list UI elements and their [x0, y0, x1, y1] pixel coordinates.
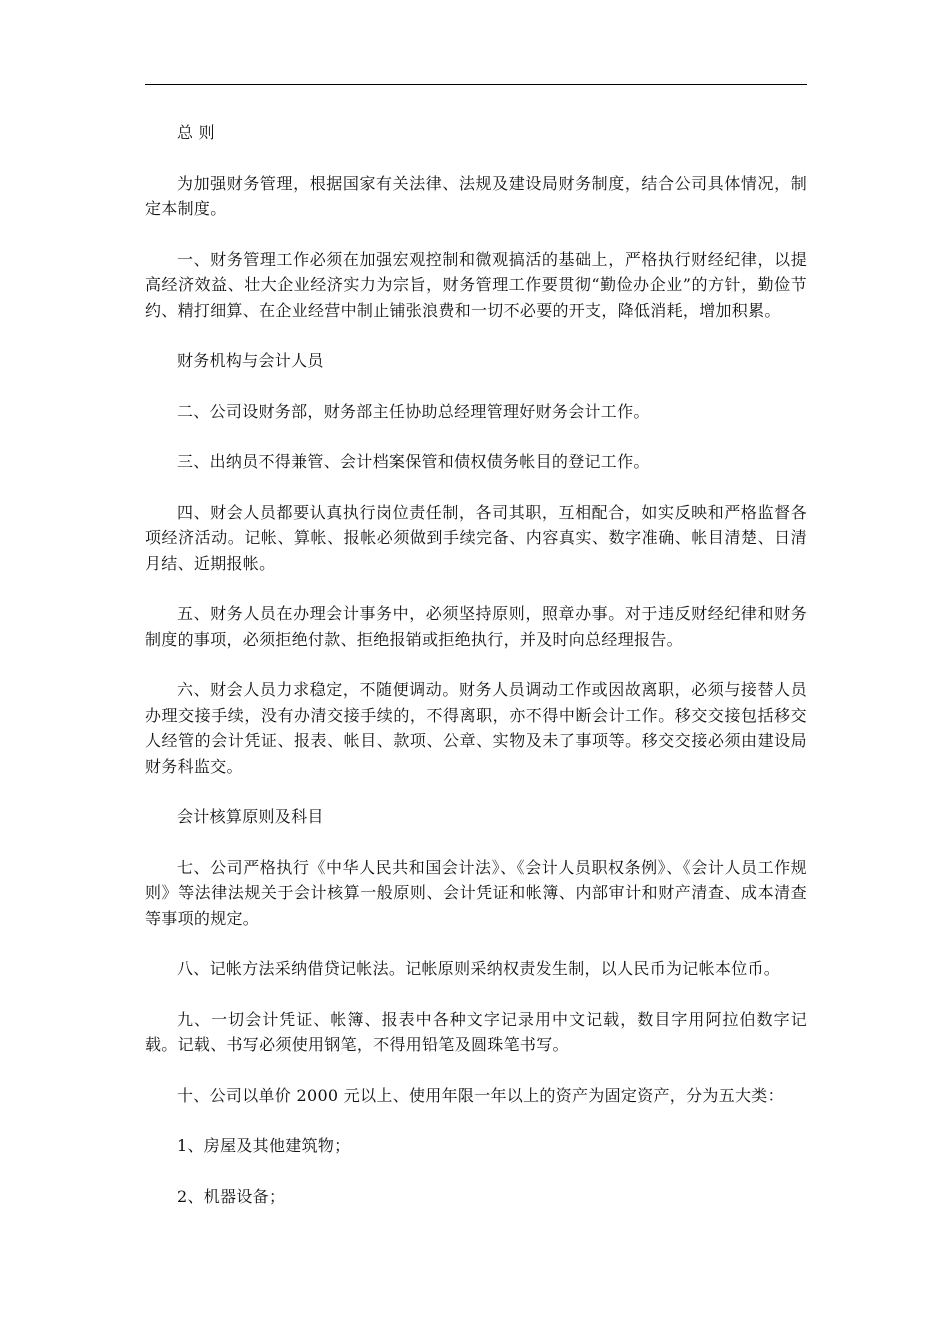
paragraph-article-2: 二、公司设财务部，财务部主任协助总经理管理好财务会计工作。: [177, 401, 650, 421]
section-heading-accounting: 会计核算原则及科目: [177, 807, 324, 826]
header-rule: [145, 84, 807, 85]
section-heading-general: 总 则: [177, 123, 215, 142]
paragraph-article-1: 一、财务管理工作必须在加强宏观控制和微观搞活的基础上，严格执行财经纪律，以提高经济效益、壮大企业经济实力为宗旨，财务管理工作要贯彻“勤俭办企业”的方针，勤俭节约、精打细算、在企业经营中制止铺张浪费和一切不必要的开支，降低消耗，增加积累。: [145, 249, 807, 320]
paragraph-article-4: 四、财会人员都要认真执行岗位责任制，各司其职，互相配合，如实反映和严格监督各项经济活动。记帐、算帐、报帐必须做到手续完备、内容真实、数字准确、帐目清楚、日清月结、近期报帐。: [145, 502, 807, 573]
section-heading-organization: 财务机构与会计人员: [177, 351, 324, 370]
paragraph-article-10: 十、公司以单价 2000 元以上、使用年限一年以上的资产为固定资产，分为五大类：: [177, 1085, 784, 1105]
paragraph-article-8: 八、记帐方法采纳借贷记帐法。记帐原则采纳权责发生制，以人民币为记帐本位币。: [177, 959, 781, 978]
document-body: [145, 120, 807, 1234]
paragraph-article-7: 七、公司严格执行《中华人民共和国会计法》、《会计人员职权条例》、《会计人员工作规则》等法律法规关于会计核算一般原则、会计凭证和帐簿、内部审计和财产清查、成本清查等事项的规定。: [145, 857, 807, 928]
paragraph-purpose: 为加强财务管理，根据国家有关法律、法规及建设局财务制度，结合公司具体情况，制定本制度。: [145, 173, 807, 218]
list-item-buildings: 1、房屋及其他建筑物；: [177, 1136, 351, 1155]
paragraph-article-6: 六、财会人员力求稳定，不随便调动。财务人员调动工作或因故离职，必须与接替人员办理交接手续，没有办清交接手续的，不得离职，亦不得中断会计工作。移交交接包括移交人经管的会计凭证、报表、帐目、款项、公章、实物及未了事项等。移交交接必须由建设局财务科监交。: [145, 680, 807, 776]
paragraph-article-3: 三、出纳员不得兼管、会计档案保管和债权债务帐目的登记工作。: [177, 452, 650, 471]
paragraph-article-5: 五、财务人员在办理会计事务中，必须坚持原则，照章办事。对于违反财经纪律和财务制度的事项，必须拒绝付款、拒绝报销或拒绝执行，并及时向总经理报告。: [145, 604, 807, 649]
list-item-machinery: 2、机器设备；: [177, 1186, 286, 1206]
paragraph-article-9: 九、一切会计凭证、帐簿、报表中各种文字记录用中文记载，数目字用阿拉伯数字记载。记载、书写必须使用钢笔，不得用铅笔及圆珠笔书写。: [145, 1009, 807, 1054]
